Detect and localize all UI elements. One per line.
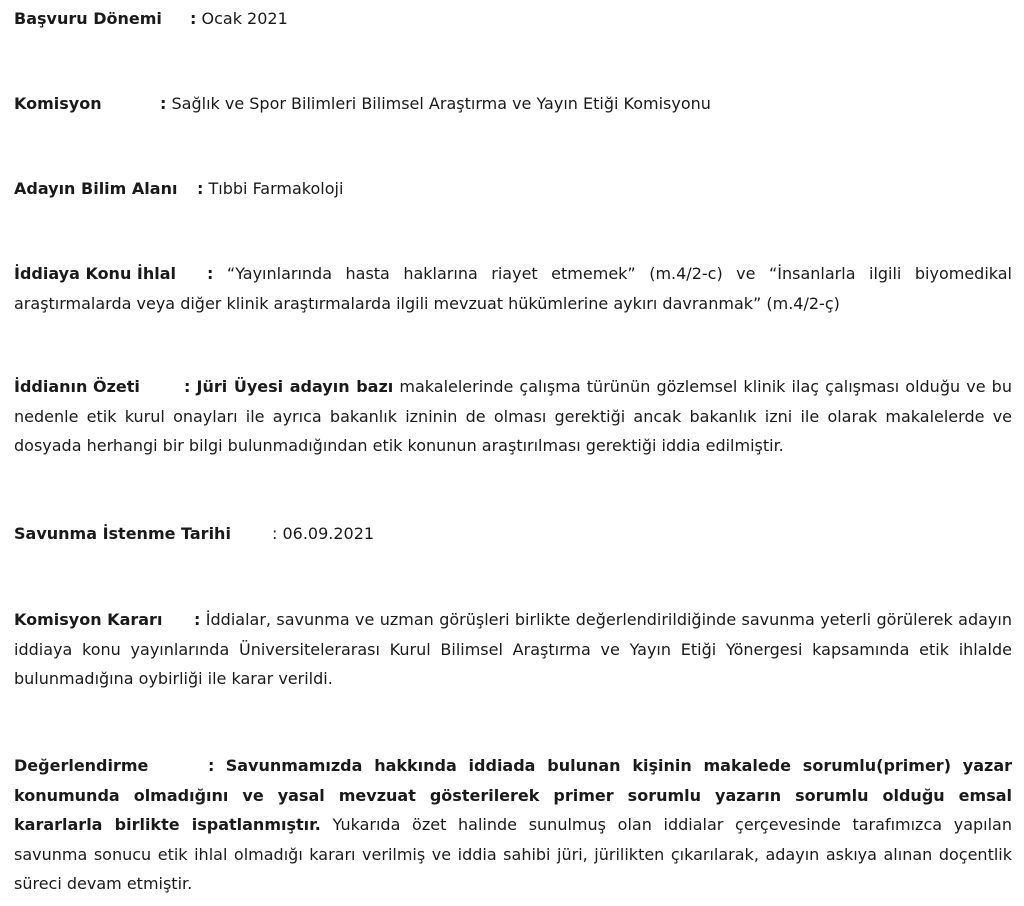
savunma-istenme-tarihi-label: Savunma İstenme Tarihi — [14, 524, 231, 543]
bilim-alani-value: Tıbbi Farmakoloji — [208, 179, 344, 198]
basvuru-donemi-separator: : — [190, 9, 197, 28]
bilim-alani-separator: : — [197, 179, 204, 198]
degerlendirme-value: Yukarıda özet halinde sunulmuş olan iddialar çerçevesinde tarafımızca yapılan savunma sonucu etik ihlal olmadığı kararı verilmiş ve iddia sahibi jüri, jürilikten çıkarılarak, adayın askıya alınan doçentlik süreci devam etmiştir. — [14, 815, 1012, 893]
basvuru-donemi-row — [14, 4, 1012, 34]
komisyon-karari-paragraph — [14, 605, 1012, 694]
komisyon-value: Sağlık ve Spor Bilimleri Bilimsel Araştırma ve Yayın Etiği Komisyonu — [171, 94, 711, 113]
savunma-istenme-tarihi-separator: : — [272, 524, 278, 543]
komisyon-karari-value: İddialar, savunma ve uzman görüşleri birlikte değerlendirildiğinde savunma yeterli görülerek adayın iddiaya konu yayınlarında Üniversitelerarası Kurul Bilimsel Araştırma ve Yayın Etiği Yönergesi kapsamında etik ihlalde bulunmadığına oybirliği ile karar verildi. — [14, 610, 1012, 688]
iddianin-ozeti-paragraph — [14, 372, 1012, 461]
iddiaya-konu-ihlal-separator: : — [207, 264, 214, 283]
savunma-istenme-tarihi-row — [14, 519, 1012, 549]
degerlendirme-label: Değerlendirme — [14, 756, 149, 775]
basvuru-donemi-label: Başvuru Dönemi — [14, 9, 162, 28]
komisyon-label: Komisyon — [14, 94, 102, 113]
bilim-alani-label: Adayın Bilim Alanı — [14, 179, 178, 198]
degerlendirme-separator: : — [208, 756, 215, 775]
iddianin-ozeti-label: İddianın Özeti — [14, 377, 140, 396]
iddiaya-konu-ihlal-value: “Yayınlarında hasta haklarına riayet etmemek” (m.4/2-c) ve “İnsanlarla ilgili biyomedikal araştırmalarda veya diğer klinik araştırmalarda ilgili mevzuat hükümlerine aykırı davranmak” (m.4/2-ç) — [14, 264, 1012, 313]
iddiaya-konu-ihlal-label: İddiaya Konu İhlal — [14, 264, 177, 283]
basvuru-donemi-value: Ocak 2021 — [201, 9, 288, 28]
bilim-alani-row — [14, 174, 1012, 204]
iddianin-ozeti-value: makalelerinde çalışma türünün gözlemsel klinik ilaç çalışması olduğu ve bu nedenle etik kurul onayları ile ayrıca bakanlık izninin de olması gerektiği ancak bakanlık izni ile olarak makalelerde ve dosyada herhangi bir bilgi bulunmadığından etik konunun araştırılması gerektiği iddia edilmiştir. — [14, 377, 1012, 455]
iddianin-ozeti-separator: : — [184, 377, 191, 396]
komisyon-row — [14, 89, 1012, 119]
iddiaya-konu-ihlal-paragraph — [14, 259, 1012, 318]
iddianin-ozeti-bold-value: Jüri Üyesi adayın bazı — [196, 377, 394, 396]
degerlendirme-paragraph — [14, 751, 1012, 899]
komisyon-karari-separator: : — [194, 610, 201, 629]
komisyon-separator: : — [160, 94, 167, 113]
savunma-istenme-tarihi-value: 06.09.2021 — [282, 524, 375, 543]
komisyon-karari-label: Komisyon Kararı — [14, 610, 163, 629]
degerlendirme-bold-value: Savunmamızda hakkında iddiada bulunan kişinin makalede sorumlu(primer) yazar konumunda olmadığını ve yasal mevzuat gösterilerek primer sorumlu yazarın sorumlu olduğu emsal kararlarla birlikte ispatlanmıştır. — [14, 756, 1013, 834]
